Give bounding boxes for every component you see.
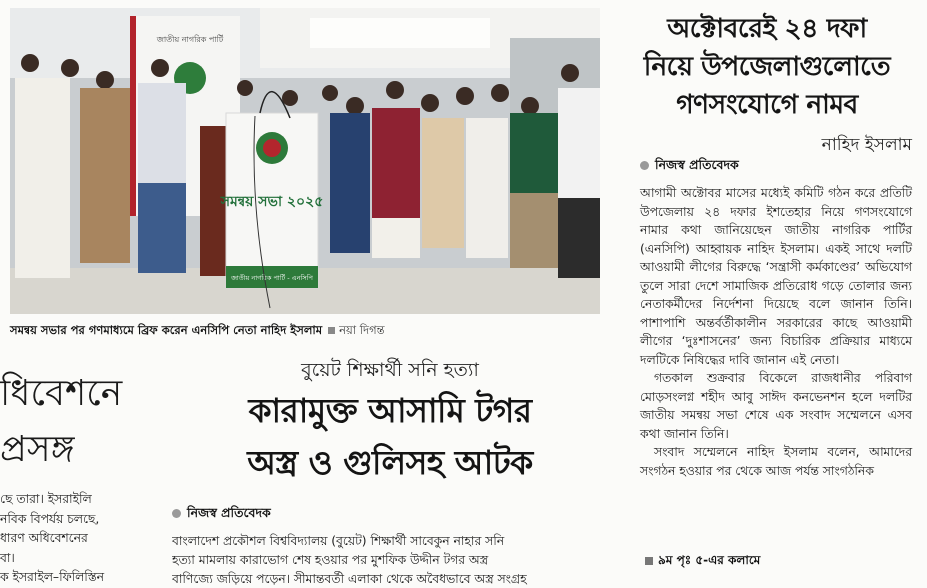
center-story-bureau: [172, 505, 271, 525]
bullet-dot-icon: [172, 509, 181, 518]
left-story-headline[interactable]: [0, 366, 150, 478]
news-photo: [10, 8, 600, 314]
center-story-kicker: বুয়েট শিক্ষার্থী সনি হত্যা: [301, 359, 479, 381]
headline-line: অক্টোবরেই ২৪ দফা: [667, 13, 867, 44]
headline-line: নিয়ে উপজেলাগুলোতে: [643, 51, 891, 82]
headline-line: প্রসঙ্গ: [0, 429, 75, 470]
headline-line: কারামুক্ত আসামি টগর: [248, 391, 532, 430]
continuation-link[interactable]: [640, 552, 760, 572]
continuation-text: ৯ম পৃঃ ৫-এর কলামে: [658, 553, 761, 567]
body-line: হত্যা মামলায় কারাভোগ শেষ হওয়ার পর মুশফিক উদ্দীন টগর অস্ত্র: [172, 553, 489, 567]
bureau-label: নিজস্ব প্রতিবেদক: [655, 157, 739, 172]
banner-text: জাতীয় নাগরিক পার্টি: [156, 35, 224, 44]
credit-square-icon: [328, 327, 335, 334]
center-story-headline[interactable]: [170, 385, 610, 489]
center-story-body: [172, 532, 604, 588]
right-story-author: নাহিদ ইসলাম: [821, 135, 912, 155]
paragraph: সংবাদ সম্মেলনে নাহিদ ইসলাম বলেন, আমাদের সংগঠন হওয়ার পর থেকে আজ পর্যন্ত সাংগঠনিক: [640, 445, 912, 478]
body-line: বা।: [0, 550, 15, 565]
body-line: ছে তারা। ইসরাইলি: [0, 492, 92, 506]
body-line: ক ইসরাইল–ফিলিস্তিন: [0, 570, 104, 584]
caption-text: সমন্বয় সভার পর গণমাধ্যমে ব্রিফ করেন এনসিপি নেতা নাহিদ ইসলাম: [10, 323, 323, 337]
press-briefing-photo: [10, 8, 600, 314]
continuation-square-icon: [645, 557, 653, 565]
photo-caption: [10, 322, 610, 341]
headline-line: ধিবেশনে: [0, 373, 123, 414]
bullet-dot-icon: [640, 161, 649, 170]
photo-credit: নয়া দিগন্ত: [339, 323, 385, 337]
podium-bottom-text: জাতীয় নাগরিক পার্টি - এনসিপি: [231, 274, 313, 282]
right-story-bureau: [640, 157, 739, 177]
right-story-headline[interactable]: [612, 10, 922, 124]
left-story-body: [0, 490, 160, 588]
podium-title: সমন্বয় সভা ২০২৫: [220, 194, 324, 210]
headline-line: গণসংযোগে নামব: [676, 89, 858, 120]
body-line: বাণিজ্যে জড়িয়ে পড়েন। সীমান্তবর্তী এলাকা থেকে অবৈধভাবে অস্ত্র সংগ্রহ: [172, 572, 527, 586]
headline-line: অস্ত্র ও গুলিসহ আটক: [247, 443, 533, 482]
body-line: ধারণ অধিবেশনের: [0, 531, 88, 545]
body-line: বাংলাদেশ প্রকৌশল বিশ্ববিদ্যালয় (বুয়েট) শিক্ষার্থী সাবেকুন নাহার সনি: [172, 534, 505, 548]
paragraph: আগামী অক্টোবর মাসের মধ্যেই কমিটি গঠন করে প্রতিটি উপজেলায় ২৪ দফার ইশতেহার নিয়ে গণসংযোগে নামার কথা জানিয়েছেন জাতীয় নাগরিক পার্টির (এনসিপি) আহ্বায়ক নাহিদ ইসলাম। একই সাথে দলটি আওয়ামী লীগের বিরুদ্ধে ‘সন্ত্রাসী কর্মকাণ্ডের’ অভিযোগ তুলে সারা দেশে সামাজিক প্রতিরোধ গড়ে তোলার জন্য নেতাকর্মীদের নির্দেশনা দিয়েছে বলে জানান তিনি। পাশাপাশি অন্তর্বর্তীকালীন সরকারের কাছে আওয়ামী লীগের ‘দুঃশাসনের’ জন্য বিচারিক প্রক্রিয়ার মাধ্যমে দলটিকে নিষিদ্ধের দাবি জানান এই নেতা।: [640, 186, 912, 367]
bureau-label: নিজস্ব প্রতিবেদক: [187, 505, 271, 520]
right-story-body: [640, 184, 912, 480]
paragraph: গতকাল শুক্রবার বিকেলে রাজধানীর পরিবাগ মোড়সংলগ্ন শহীদ আবু সাঈদ কনভেনশন হলে দলটির জাতীয় সমন্বয় সভা শেষে এক সংবাদ সম্মেলনে এসব কথা জানান তিনি।: [640, 371, 912, 441]
body-line: নবিক বিপর্যয় চলছে,: [0, 511, 100, 526]
